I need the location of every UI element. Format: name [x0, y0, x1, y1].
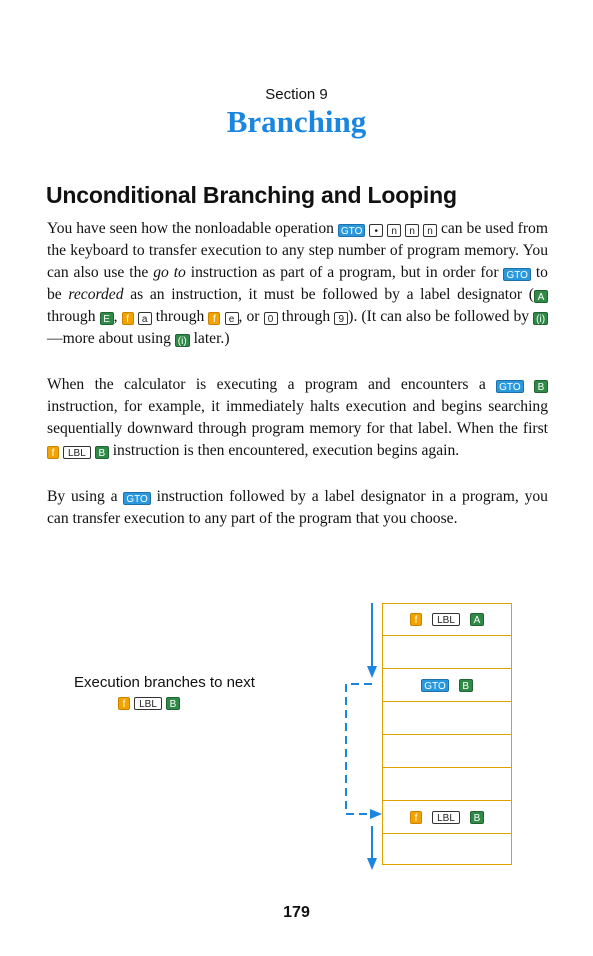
nine-key: 9 [334, 312, 348, 325]
emphasis: go to [153, 264, 186, 281]
text: through [281, 308, 331, 325]
dot-key: • [369, 224, 383, 237]
gto-key: GTO [421, 679, 448, 692]
text: later.) [193, 330, 230, 347]
text: ). (It can also be followed by [348, 308, 530, 325]
b-key: B [470, 811, 484, 824]
text: —more about using [47, 330, 171, 347]
n-key: n [387, 224, 401, 237]
lbl-key: LBL [63, 446, 91, 459]
text: When the calculator is executing a program and encounters a [47, 376, 486, 393]
arrowhead-right-icon [370, 809, 382, 819]
n-key: n [405, 224, 419, 237]
text: , or [238, 308, 260, 325]
page-number: 179 [283, 904, 310, 921]
text: through [155, 308, 205, 325]
lbl-key: LBL [432, 811, 460, 824]
e-key: E [100, 312, 114, 325]
lowercase-a-key: a [138, 312, 152, 325]
lbl-key: LBL [432, 613, 460, 626]
text: instruction, for example, it immediately halts execution and begins searching sequentially downward through program memory for that label. When the first [47, 398, 548, 437]
text: instruction as part of a program, but in order for [190, 264, 499, 281]
b-key: B [459, 679, 473, 692]
emphasis: recorded [68, 286, 124, 303]
section-heading: Unconditional Branching and Looping [46, 182, 457, 208]
diagram-caption: Execution branches to next [74, 674, 255, 691]
f-key: f [122, 312, 134, 325]
text: as an instruction, it must be followed by a label designator ( [130, 286, 534, 303]
gto-key: GTO [338, 224, 365, 237]
f-key: f [118, 697, 130, 710]
gto-key: GTO [123, 492, 150, 505]
lowercase-e-key: e [225, 312, 239, 325]
f-key: f [410, 811, 422, 824]
a-key: A [534, 290, 548, 303]
chapter-title: Branching [226, 104, 367, 139]
arrowhead-down-icon [367, 858, 377, 870]
b-key: B [95, 446, 109, 459]
lbl-key: LBL [134, 697, 162, 710]
a-key: A [470, 613, 484, 626]
text: to be [47, 264, 548, 303]
b-key: B [166, 697, 180, 710]
branch-dashed-line [346, 684, 372, 814]
f-key: f [208, 312, 220, 325]
text: instruction is then encountered, execution begins again. [112, 442, 460, 459]
i-key: (i) [175, 334, 190, 347]
text: through [47, 308, 96, 325]
n-key: n [423, 224, 437, 237]
gto-key: GTO [503, 268, 530, 281]
f-key: f [47, 446, 59, 459]
text: can be used from the keyboard to transfer execution to any step number of program memory. You can also use the [47, 220, 548, 281]
i-key: (i) [533, 312, 548, 325]
f-key: f [410, 613, 422, 626]
text: , [113, 308, 118, 325]
text: instruction followed by a label designator in a program, you can transfer execution to any part of the program that you choose. [47, 488, 548, 527]
text: You have seen how the nonloadable operation [47, 220, 334, 237]
zero-key: 0 [264, 312, 278, 325]
gto-key: GTO [496, 380, 523, 393]
section-label: Section 9 [265, 86, 328, 103]
b-key: B [534, 380, 548, 393]
text: By using a [47, 488, 118, 505]
arrowhead-down-icon [367, 666, 377, 678]
